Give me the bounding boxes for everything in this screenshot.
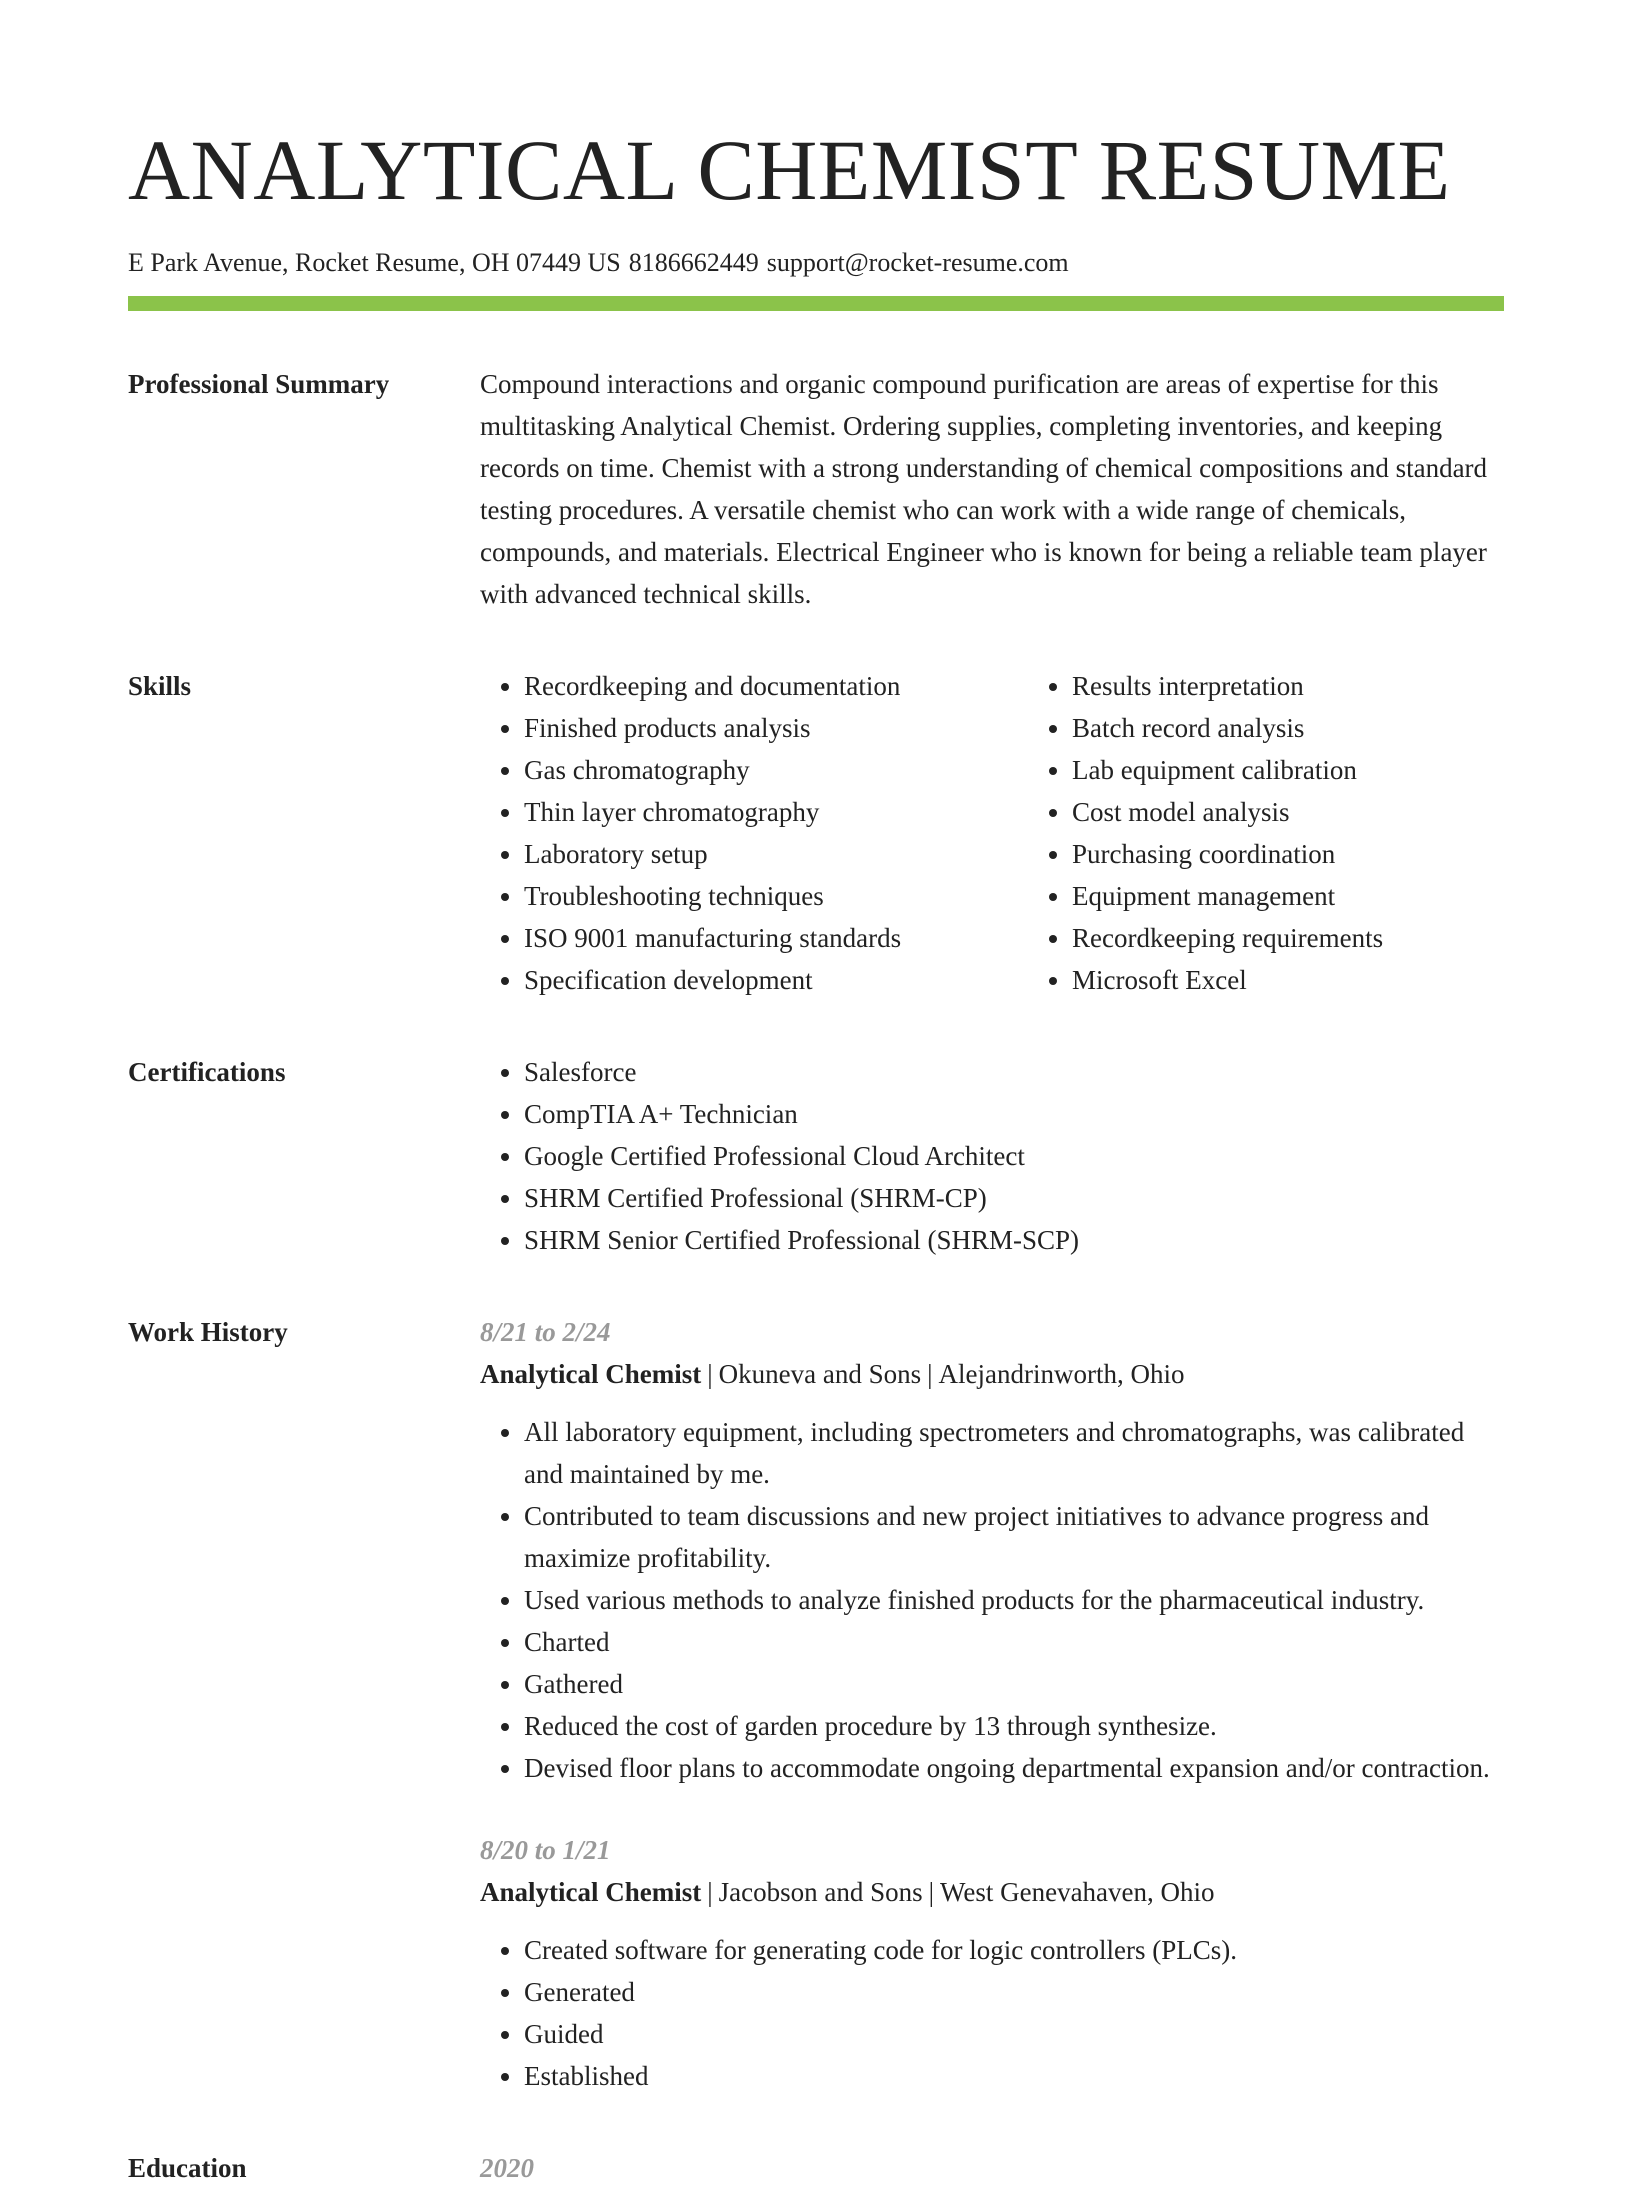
- skill-item: • Equipment management: [1072, 875, 1572, 917]
- skills-list-left: [480, 665, 1028, 1001]
- certification-item: • Google Certified Professional Cloud Architect: [524, 1135, 1504, 1177]
- job-location: West Genevahaven, Ohio: [940, 1877, 1215, 1907]
- education-section: [128, 2147, 1504, 2189]
- job-bullet: • Generated: [524, 1971, 1504, 2013]
- certification-item: • Salesforce: [524, 1051, 1504, 1093]
- skill-item: • ISO 9001 manufacturing standards: [524, 917, 1028, 959]
- skills-body: [480, 665, 1572, 1001]
- job-title-line: [480, 1871, 1504, 1913]
- job-location: Alejandrinworth, Ohio: [938, 1359, 1185, 1389]
- job-role: Analytical Chemist: [480, 1359, 702, 1389]
- skill-item: • Purchasing coordination: [1072, 833, 1572, 875]
- resume-title: ANALYTICAL CHEMIST RESUME: [128, 122, 1451, 218]
- job-title-line: [480, 1353, 1504, 1395]
- job-separator: |: [927, 1359, 933, 1389]
- skill-item: • Specification development: [524, 959, 1028, 1001]
- job-entry: [480, 1829, 1504, 2097]
- skills-heading: Skills: [128, 671, 192, 701]
- skills-list-right: [1028, 665, 1572, 1001]
- certifications-section: [128, 1051, 1504, 1261]
- skill-item: • Thin layer chromatography: [524, 791, 1028, 833]
- education-dates: 2020: [480, 2153, 534, 2183]
- job-dates: 8/21 to 2/24: [480, 1317, 611, 1347]
- skill-item: • Cost model analysis: [1072, 791, 1572, 833]
- certifications-body: [480, 1051, 1504, 1261]
- job-entry: [480, 1311, 1504, 1789]
- job-company: Jacobson and Sons: [718, 1877, 923, 1907]
- summary-section: [128, 363, 1504, 615]
- education-heading: Education: [128, 2153, 247, 2183]
- skill-item: • Batch record analysis: [1072, 707, 1572, 749]
- job-bullet: • Gathered: [524, 1663, 1504, 1705]
- job-separator: |: [707, 1359, 713, 1389]
- job-bullet: • Created software for generating code for logic controllers (PLCs).: [524, 1929, 1504, 1971]
- job-bullet: • Contributed to team discussions and new project initiatives to advance progress and maximize profitability.: [524, 1495, 1504, 1579]
- work-history-section: [128, 1311, 1504, 2097]
- contact-line: [128, 248, 1504, 278]
- job-bullet: • Devised floor plans to accommodate ongoing departmental expansion and/or contraction.: [524, 1747, 1504, 1789]
- summary-body: [480, 363, 1504, 615]
- skill-item: • Laboratory setup: [524, 833, 1028, 875]
- skill-item: • Troubleshooting techniques: [524, 875, 1028, 917]
- job-bullet: • Used various methods to analyze finished products for the pharmaceutical industry.: [524, 1579, 1504, 1621]
- job-bullet: • Reduced the cost of garden procedure by 13 through synthesize.: [524, 1705, 1504, 1747]
- job-separator: |: [707, 1877, 713, 1907]
- work-history-heading: Work History: [128, 1317, 288, 1347]
- summary-heading: Professional Summary: [128, 369, 390, 399]
- certification-item: • SHRM Certified Professional (SHRM-CP): [524, 1177, 1504, 1219]
- contact-address: E Park Avenue, Rocket Resume, OH 07449 US: [128, 248, 621, 277]
- summary-text: Compound interactions and organic compound purification are areas of expertise for this multitasking Analytical Chemist. Ordering supplies, completing inventories, and keeping records on time. Chemist with a strong understanding of chemical compositions and standard testing procedures. A versatile chemist who can work with a wide range of chemicals, compounds, and materials. Electrical Engineer who is known for being a reliable team player with advanced technical skills.: [480, 369, 1488, 609]
- job-bullet: • Established: [524, 2055, 1504, 2097]
- certifications-heading: Certifications: [128, 1057, 286, 1087]
- skill-item: • Recordkeeping and documentation: [524, 665, 1028, 707]
- job-dates: 8/20 to 1/21: [480, 1835, 611, 1865]
- contact-email: support@rocket-resume.com: [766, 248, 1069, 277]
- job-company: Okuneva and Sons: [718, 1359, 922, 1389]
- job-bullet: • Charted: [524, 1621, 1504, 1663]
- job-bullet: • All laboratory equipment, including spectrometers and chromatographs, was calibrated and maintained by me.: [524, 1411, 1504, 1495]
- skill-item: • Lab equipment calibration: [1072, 749, 1572, 791]
- certification-item: • CompTIA A+ Technician: [524, 1093, 1504, 1135]
- job-bullets: [480, 1411, 1504, 1789]
- job-bullets: [480, 1929, 1504, 2097]
- resume-page: [128, 0, 1504, 2189]
- job-separator: |: [928, 1877, 935, 1907]
- header-divider: [128, 296, 1504, 311]
- education-body: [480, 2147, 1504, 2189]
- certification-item: • SHRM Senior Certified Professional (SHRM-SCP): [524, 1219, 1504, 1261]
- skill-item: • Microsoft Excel: [1072, 959, 1572, 1001]
- certifications-list: [480, 1051, 1504, 1261]
- work-history-body: [480, 1311, 1504, 2097]
- skill-item: • Gas chromatography: [524, 749, 1028, 791]
- job-bullet: • Guided: [524, 2013, 1504, 2055]
- skill-item: • Recordkeeping requirements: [1072, 917, 1572, 959]
- contact-phone: 8186662449: [628, 248, 759, 277]
- skill-item: • Finished products analysis: [524, 707, 1028, 749]
- job-role: Analytical Chemist: [480, 1877, 702, 1907]
- skills-section: [128, 665, 1504, 1001]
- skill-item: • Results interpretation: [1072, 665, 1572, 707]
